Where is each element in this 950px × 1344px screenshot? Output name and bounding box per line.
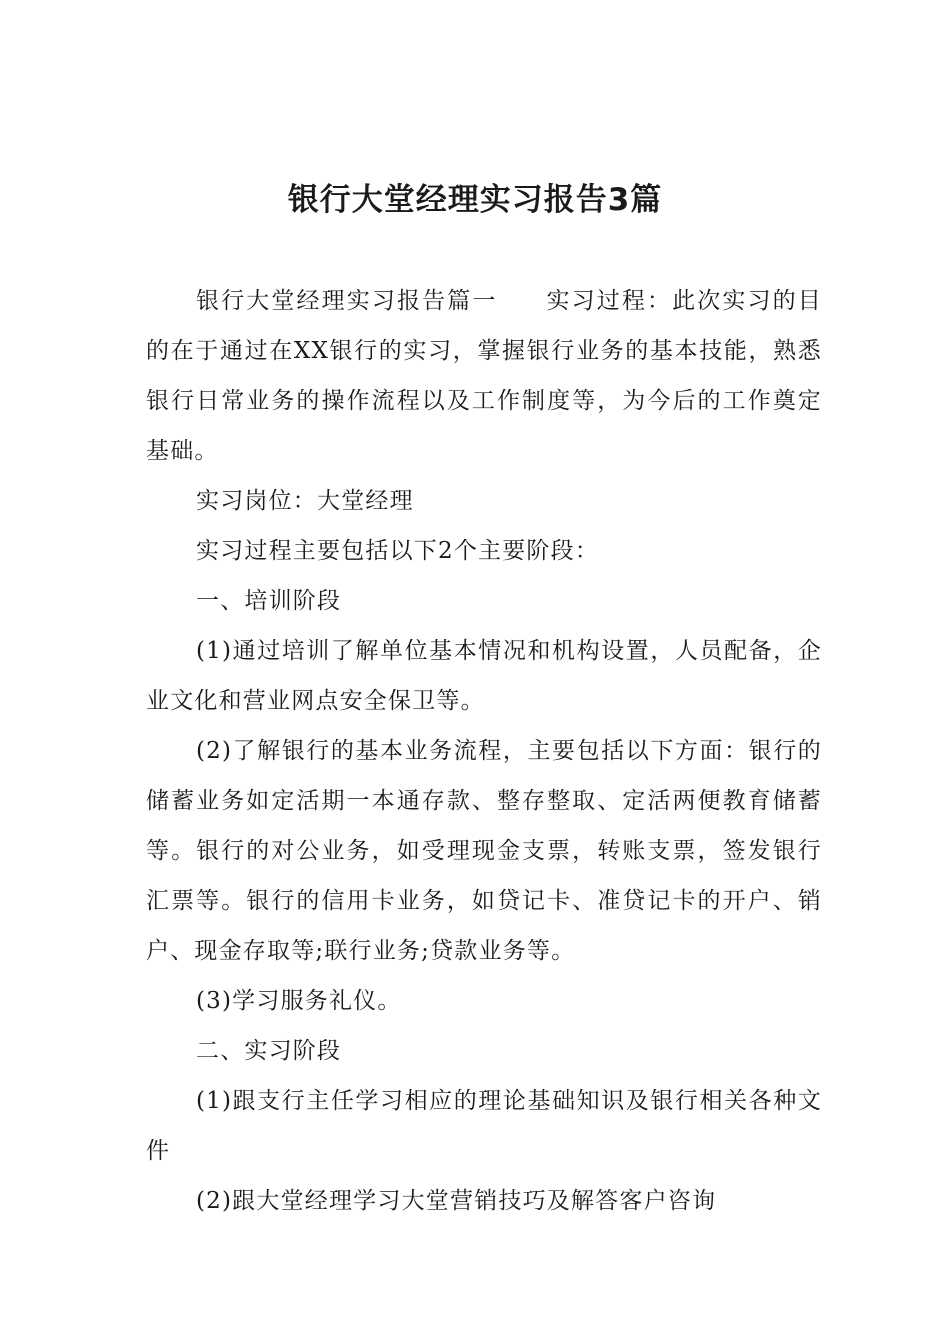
paragraph-training-1: (1)通过培训了解单位基本情况和机构设置，人员配备，企业文化和营业网点安全保卫等。 bbox=[146, 638, 822, 714]
paragraph-internship-1: (1)跟支行主任学习相应的理论基础知识及银行相关各种文件 bbox=[146, 1088, 822, 1164]
heading-training-stage: 一、培训阶段 bbox=[196, 588, 342, 614]
paragraph-stages-intro: 实习过程主要包括以下2个主要阶段： bbox=[196, 538, 600, 564]
document-title: 银行大堂经理实习报告3篇 bbox=[287, 182, 663, 218]
section-heading: 银行大堂经理实习报告篇一 bbox=[196, 288, 498, 314]
paragraph-internship-2: (2)跟大堂经理学习大堂营销技巧及解答客户咨询 bbox=[196, 1188, 717, 1214]
heading-internship-stage: 二、实习阶段 bbox=[196, 1038, 342, 1064]
document-body bbox=[146, 276, 822, 1226]
paragraph-intro-body: 实习过程：此次实习的目的在于通过在XX银行的实习，掌握银行业务的基本技能，熟悉银行日常业务的操作流程以及工作制度等，为今后的工作奠定基础。 bbox=[146, 288, 822, 464]
paragraph-intro bbox=[146, 276, 822, 476]
paragraph-training-2: (2)了解银行的基本业务流程，主要包括以下方面：银行的储蓄业务如定活期一本通存款、整存整取、定活两便教育储蓄等。银行的对公业务，如受理现金支票，转账支票，签发银行汇票等。银行的信用卡业务，如贷记卡、准贷记卡的开户、销户、现金存取等;联行业务;贷款业务等。 bbox=[146, 738, 822, 964]
paragraph-position: 实习岗位：大堂经理 bbox=[196, 488, 414, 514]
paragraph-training-3: (3)学习服务礼仪。 bbox=[196, 988, 402, 1014]
